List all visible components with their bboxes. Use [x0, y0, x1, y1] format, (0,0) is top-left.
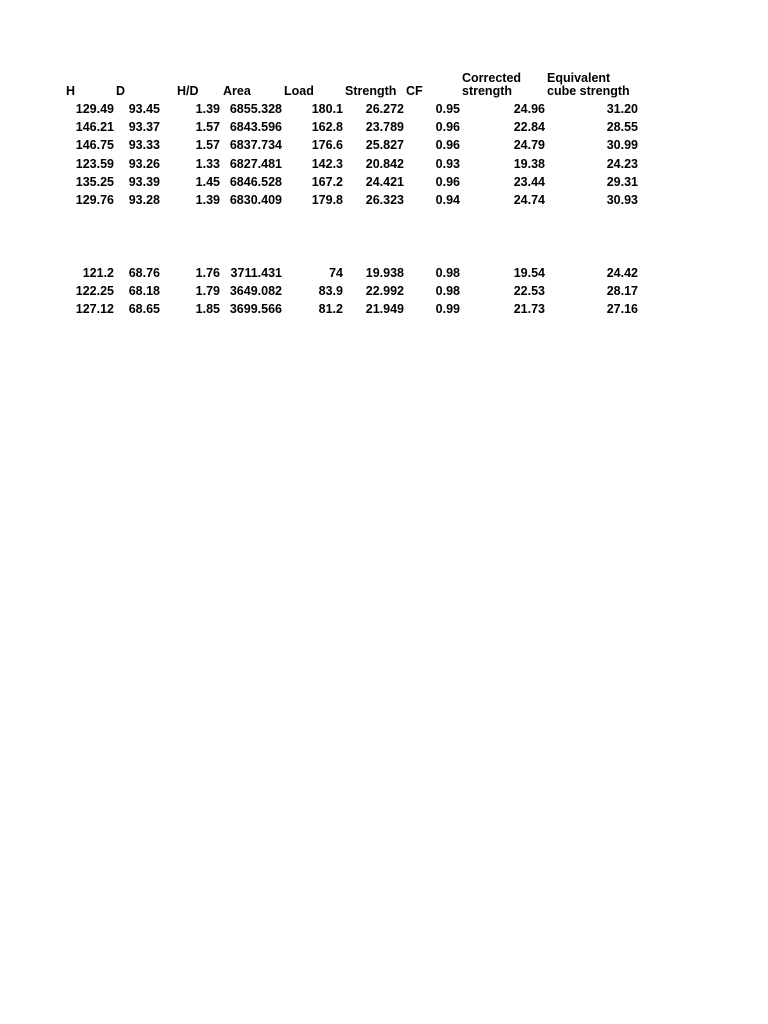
cell-h: 121.2 [82, 266, 114, 280]
header-hd: H/D [177, 84, 199, 98]
cell-h: 135.25 [75, 174, 114, 189]
cell-d: 93.26 [128, 156, 160, 171]
cell-hd: 1.76 [195, 266, 220, 280]
header-load: Load [284, 84, 314, 98]
cell-equivalent-cube-strength: 27.16 [606, 302, 638, 317]
cell-load: 83.9 [318, 284, 343, 299]
cell-equivalent-cube-strength: 28.55 [606, 120, 638, 135]
cell-strength: 26.272 [365, 102, 404, 116]
cell-cf: 0.98 [435, 284, 460, 299]
cell-cf: 0.98 [435, 266, 460, 280]
cell-corrected-strength: 24.79 [513, 138, 545, 153]
cell-strength: 21.949 [365, 302, 404, 317]
cell-equivalent-cube-strength: 28.17 [606, 284, 638, 299]
cell-d: 93.39 [128, 174, 160, 189]
header-strength: Strength [345, 84, 397, 98]
cell-area: 3649.082 [229, 284, 282, 299]
cell-h: 123.59 [75, 156, 114, 171]
header-corrected-line2: strength [462, 84, 512, 98]
cell-d: 68.65 [128, 302, 160, 317]
cell-load: 176.6 [311, 138, 343, 153]
header-d: D [116, 84, 126, 98]
cell-h: 127.12 [75, 302, 114, 317]
cell-load: 74 [329, 266, 343, 280]
cell-hd: 1.85 [195, 302, 220, 317]
cell-area: 6827.481 [229, 156, 282, 171]
cell-area: 3711.431 [230, 266, 282, 280]
cell-hd: 1.79 [195, 284, 220, 299]
cell-equivalent-cube-strength: 30.99 [606, 138, 638, 153]
cell-equivalent-cube-strength: 29.31 [606, 174, 638, 189]
cell-hd: 1.33 [195, 156, 220, 171]
cell-hd: 1.57 [195, 120, 220, 135]
cell-area: 6830.409 [229, 193, 282, 207]
header-h: H [66, 84, 76, 98]
header-equivalent-line1: Equivalent [547, 71, 611, 85]
cell-corrected-strength: 19.54 [513, 266, 545, 280]
cell-load: 81.2 [318, 302, 343, 317]
cell-corrected-strength: 24.96 [513, 102, 545, 116]
cell-area: 6846.528 [229, 174, 282, 189]
cell-corrected-strength: 22.84 [513, 120, 545, 135]
cell-strength: 26.323 [365, 193, 404, 207]
cell-strength: 24.421 [365, 174, 404, 189]
header-cf: CF [406, 84, 423, 98]
cell-d: 93.28 [128, 193, 160, 207]
cell-d: 68.18 [128, 284, 160, 299]
cell-d: 68.76 [128, 266, 160, 280]
cell-h: 122.25 [75, 284, 114, 299]
header-equivalent-line2: cube strength [547, 84, 630, 98]
cell-h: 146.75 [75, 138, 114, 153]
cell-cf: 0.99 [435, 302, 460, 317]
cell-h: 129.76 [75, 193, 114, 207]
cell-load: 162.8 [311, 120, 343, 135]
cell-equivalent-cube-strength: 24.42 [606, 266, 638, 280]
cell-h: 146.21 [75, 120, 114, 135]
cell-load: 167.2 [311, 174, 343, 189]
cell-load: 179.8 [311, 193, 343, 207]
cell-h: 129.49 [75, 102, 114, 116]
cell-cf: 0.94 [435, 193, 460, 207]
cell-area: 6843.596 [229, 120, 282, 135]
cell-strength: 20.842 [365, 156, 404, 171]
cell-area: 3699.566 [229, 302, 282, 317]
cell-strength: 23.789 [365, 120, 404, 135]
header-corrected-line1: Corrected [462, 71, 522, 85]
cell-d: 93.33 [128, 138, 160, 153]
cell-load: 180.1 [311, 102, 343, 116]
cell-cf: 0.96 [435, 138, 460, 153]
cell-strength: 22.992 [365, 284, 404, 299]
cell-cf: 0.96 [435, 174, 460, 189]
cell-equivalent-cube-strength: 24.23 [606, 156, 638, 171]
cell-hd: 1.39 [195, 102, 220, 116]
cell-corrected-strength: 19.38 [513, 156, 545, 171]
cell-cf: 0.95 [435, 102, 460, 116]
cell-d: 93.37 [128, 120, 160, 135]
cell-strength: 19.938 [365, 266, 404, 280]
cell-corrected-strength: 21.73 [513, 302, 545, 317]
cell-hd: 1.39 [195, 193, 220, 207]
cell-cf: 0.93 [435, 156, 460, 171]
header-area: Area [223, 84, 251, 98]
cell-area: 6837.734 [229, 138, 282, 153]
cell-cf: 0.96 [435, 120, 460, 135]
cell-corrected-strength: 24.74 [513, 193, 545, 207]
cell-equivalent-cube-strength: 30.93 [606, 193, 638, 207]
cell-corrected-strength: 22.53 [513, 284, 545, 299]
cell-d: 93.45 [128, 102, 160, 116]
cell-load: 142.3 [311, 156, 343, 171]
cell-area: 6855.328 [229, 102, 282, 116]
cell-hd: 1.45 [195, 174, 220, 189]
cell-strength: 25.827 [365, 138, 404, 153]
cell-equivalent-cube-strength: 31.20 [606, 102, 638, 116]
cell-corrected-strength: 23.44 [513, 174, 545, 189]
cell-hd: 1.57 [195, 138, 220, 153]
